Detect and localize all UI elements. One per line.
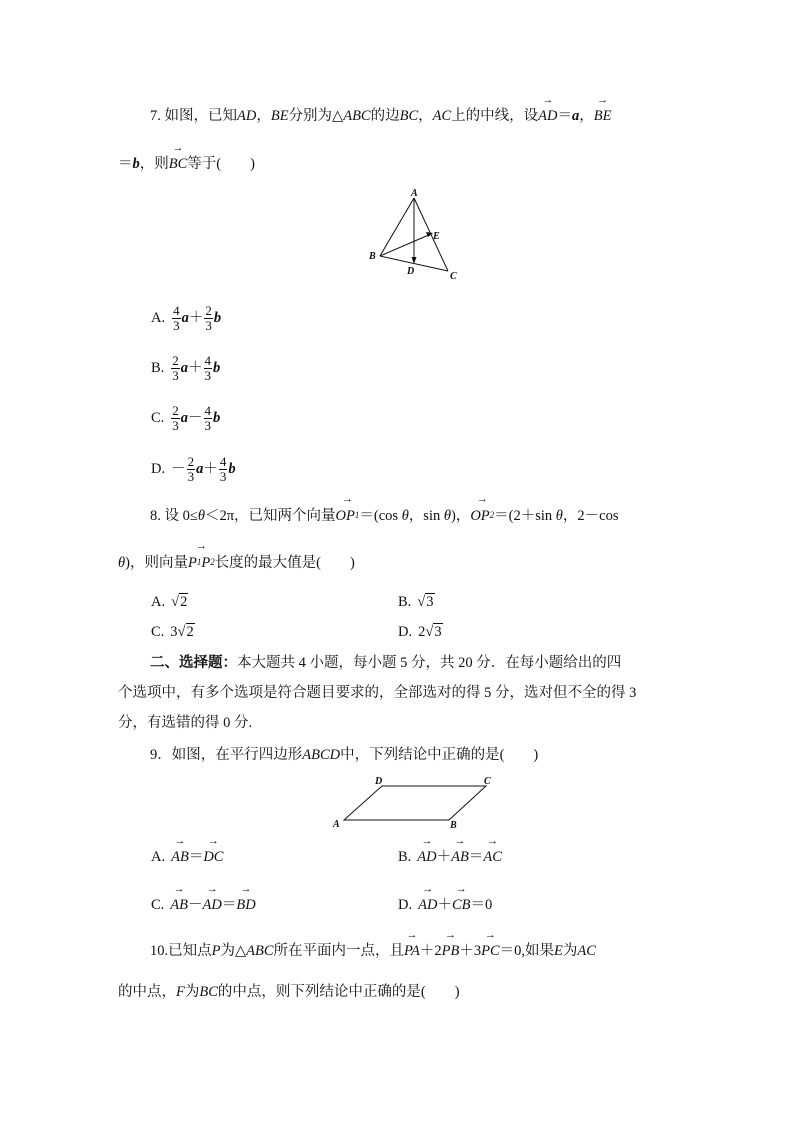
denominator: 3 [204, 368, 212, 383]
sub: 2 [489, 510, 495, 520]
vector: → AB [170, 895, 188, 915]
q7-option-a[interactable] [151, 304, 221, 333]
q10-abc: ABC [246, 943, 274, 959]
operator: ＋ [188, 309, 204, 326]
fraction [187, 455, 196, 484]
q7-vec-be: → BE [594, 106, 612, 126]
label-c: C [484, 776, 491, 787]
q7-text-d: 上的中线，设 [451, 108, 539, 124]
operator: ＋ [437, 897, 452, 913]
vector: → CB [452, 895, 471, 915]
q8-text-c: )，则向量 [125, 555, 188, 571]
vector: → AB [171, 847, 189, 867]
numerator: 4 [204, 403, 212, 418]
q10-bc: BC [199, 984, 218, 1000]
q8-option-d[interactable] [398, 622, 443, 642]
label-a: A [333, 819, 340, 830]
q7-vec-ad: → AD [538, 106, 557, 126]
q7-line1 [150, 106, 611, 126]
q9-text-b: 中，下列结论中正确的是( ) [340, 747, 539, 763]
q10-vec-pb: → PB [442, 941, 460, 961]
p: P [201, 555, 211, 571]
q7-be: BE [270, 108, 289, 124]
option-label: A. [151, 849, 166, 865]
option-label: D. [151, 460, 166, 477]
vector: → DC [203, 847, 223, 867]
q7-text-e: ，则 [139, 156, 169, 172]
q8-eq1: ＝(cos [359, 508, 402, 524]
vec-a: a [180, 409, 189, 426]
q10-line2 [118, 982, 460, 1002]
q8-end1: )， [450, 508, 471, 524]
vector: → AD [203, 895, 222, 915]
q8-option-b[interactable] [398, 592, 435, 612]
radicand: 2 [180, 594, 188, 610]
q7-text-f: 等于( ) [187, 156, 255, 172]
label-e: E [433, 231, 440, 242]
q9-parallelogram-figure [328, 772, 498, 832]
denominator: 3 [187, 469, 195, 484]
q8-line1 [150, 505, 619, 526]
label-d: D [407, 266, 415, 277]
q7-abc: ABC [343, 108, 371, 124]
q10-e: E [554, 943, 563, 959]
median-be [380, 234, 431, 256]
q10-text-b: 为△ [220, 943, 247, 959]
label-b: B [450, 820, 457, 831]
q7-option-d[interactable] [151, 455, 236, 484]
sqrt: √2 [171, 594, 188, 610]
option-label: C. [151, 409, 165, 426]
coef: 3 [170, 624, 178, 640]
q10-text-d: ＝0,如果 [499, 943, 555, 959]
sign: － [171, 460, 186, 477]
option-label: D. [398, 624, 413, 640]
operator: ＋ [203, 460, 218, 477]
q10-plus1: ＋2 [419, 943, 442, 959]
label-c: C [450, 271, 457, 282]
q9-option-d[interactable] [398, 895, 492, 915]
q8-line2 [118, 552, 355, 573]
option-label: C. [151, 624, 165, 640]
theta: θ [197, 508, 205, 524]
numerator: 2 [187, 454, 195, 469]
q7-sep: ， [418, 108, 433, 124]
vec-b: b [213, 409, 221, 426]
q8-text: 8. 设 0≤ [150, 508, 198, 524]
edge-ab [380, 198, 414, 256]
operator: － [188, 897, 203, 913]
option-label: B. [398, 594, 412, 610]
denominator: 3 [205, 318, 212, 333]
fraction [204, 354, 213, 383]
fraction [172, 304, 181, 333]
q7-text: 7. 如图，已知 [150, 108, 237, 124]
section2-line1 [150, 653, 621, 673]
radicand: 3 [426, 594, 434, 610]
q8-option-c[interactable] [151, 622, 195, 642]
q7-text-b: 分别为△ [288, 108, 344, 124]
q8-vec-op2 [470, 505, 494, 526]
q9-abcd: ABCD [302, 747, 341, 763]
q10-p: P [211, 943, 221, 959]
q8-mid2: ，2－cos [562, 508, 619, 524]
denominator: 3 [173, 318, 180, 333]
coef: 2 [418, 624, 426, 640]
vec-a: a [196, 460, 204, 477]
q10-text-c: 所在平面内一点，且 [273, 943, 405, 959]
theta: θ [443, 508, 451, 524]
q9-option-a[interactable] [151, 847, 223, 867]
numerator: 2 [172, 353, 179, 368]
p: P [187, 555, 197, 571]
fraction [204, 404, 213, 433]
theta: θ [555, 508, 563, 524]
numerator: 4 [204, 353, 212, 368]
op1: OP [335, 508, 355, 524]
q7-eq-a: ＝ [557, 108, 573, 124]
sub: 2 [210, 557, 215, 567]
fraction [171, 404, 180, 433]
q8-mid1: ，sin [408, 508, 444, 524]
vector: → AB [451, 847, 469, 867]
sqrt: √2 [177, 624, 194, 640]
operator: ＝ [468, 849, 484, 865]
q10-text-g: 为 [184, 984, 200, 1000]
q7-option-c[interactable] [151, 404, 220, 433]
label-d: D [375, 776, 383, 787]
option-label: B. [151, 359, 165, 376]
theta: θ [401, 508, 409, 524]
numerator: 4 [173, 303, 180, 318]
vec-a: a [180, 359, 189, 376]
sqrt: √3 [417, 594, 434, 610]
q10-text-e: 为 [562, 943, 578, 959]
q7-eq-b: ＝ [118, 156, 133, 172]
q7-comma2: ， [579, 108, 594, 124]
vec-b: b [213, 309, 222, 326]
q7-vec-bc: → BC [169, 154, 188, 174]
q8-option-a[interactable] [151, 592, 188, 612]
vec-b: b [228, 460, 236, 477]
radicand: 2 [186, 624, 194, 640]
operator: ＝ [221, 897, 237, 913]
q9-option-b[interactable] [398, 847, 502, 867]
label-b: B [369, 251, 376, 262]
q9-line [150, 745, 538, 765]
denominator: 3 [172, 368, 179, 383]
q9-text: 9．如图，在平行四边形 [150, 747, 303, 763]
q7-bc: BC [399, 108, 419, 124]
q10-text-h: 的中点，则下列结论中正确的是( ) [217, 984, 460, 1000]
q7-triangle-figure [360, 186, 470, 286]
radicand: 3 [434, 624, 442, 640]
denominator: 3 [172, 418, 179, 433]
section2-line3: 分，有选错的得 0 分. [118, 715, 253, 731]
q8-text-d: 长度的最大值是( ) [214, 555, 355, 571]
sub: 1 [196, 557, 202, 567]
q10-line1 [150, 941, 596, 961]
q10-plus2: ＋3 [459, 943, 482, 959]
option-label: A. [151, 309, 166, 326]
q7-ad: AD [237, 108, 257, 124]
operator: － [188, 409, 203, 426]
fraction [204, 304, 213, 333]
numerator: 2 [172, 403, 179, 418]
vector: → AD [418, 895, 437, 915]
vector: → AD [417, 847, 436, 867]
q7-b: b [132, 156, 140, 172]
tail: ＝0 [470, 897, 493, 913]
q10-f: F [176, 984, 185, 1000]
q10-text-f: 的中点， [118, 984, 176, 1000]
q8-text-b: ＜2π，已知两个向量 [204, 508, 336, 524]
q7-a: a [572, 108, 580, 124]
section2-line2: 个选项中，有多个选项是符合题目要求的，全部选对的得 5 分，选对但不全的得 3 [118, 685, 637, 701]
vec-b: b [213, 359, 221, 376]
q10-vec-pc: → PC [481, 941, 500, 961]
q7-option-b[interactable] [151, 354, 220, 383]
vector: → AC [483, 847, 502, 867]
q10-ac: AC [577, 943, 596, 959]
operator: ＝ [188, 849, 204, 865]
vec-a: a [181, 309, 189, 326]
denominator: 3 [219, 469, 227, 484]
sqrt: √3 [425, 624, 442, 640]
q7-line2 [118, 154, 255, 174]
operator: ＋ [188, 359, 203, 376]
parallelogram [344, 786, 486, 820]
section-text: 本大题共 4 小题，每小题 5 分，共 20 分．在每小题给出的四 [237, 655, 622, 671]
q7-ac: AC [432, 108, 452, 124]
sub: 1 [354, 510, 360, 520]
option-label: A. [151, 594, 166, 610]
fraction [219, 455, 228, 484]
numerator: 4 [219, 454, 227, 469]
q8-vec-p1p2 [188, 552, 215, 573]
op2: OP [470, 508, 490, 524]
fraction [171, 354, 180, 383]
vector: → BD [236, 895, 255, 915]
q8-vec-op1 [336, 505, 360, 526]
operator: ＋ [436, 849, 452, 865]
section-heading: 二、选择题： [150, 655, 237, 671]
numerator: 2 [205, 303, 212, 318]
q7-comma: ， [256, 108, 271, 124]
option-label: C. [151, 897, 165, 913]
q10-text: 10.已知点 [150, 943, 212, 959]
denominator: 3 [204, 418, 212, 433]
label-a: A [411, 188, 418, 199]
q8-eq2: ＝(2＋sin [494, 508, 556, 524]
q7-text-c: 的边 [370, 108, 400, 124]
q10-vec-pa: → PA [404, 941, 420, 961]
option-label: B. [398, 849, 412, 865]
q9-option-c[interactable] [151, 895, 256, 915]
theta: θ [118, 555, 126, 571]
option-label: D. [398, 897, 413, 913]
